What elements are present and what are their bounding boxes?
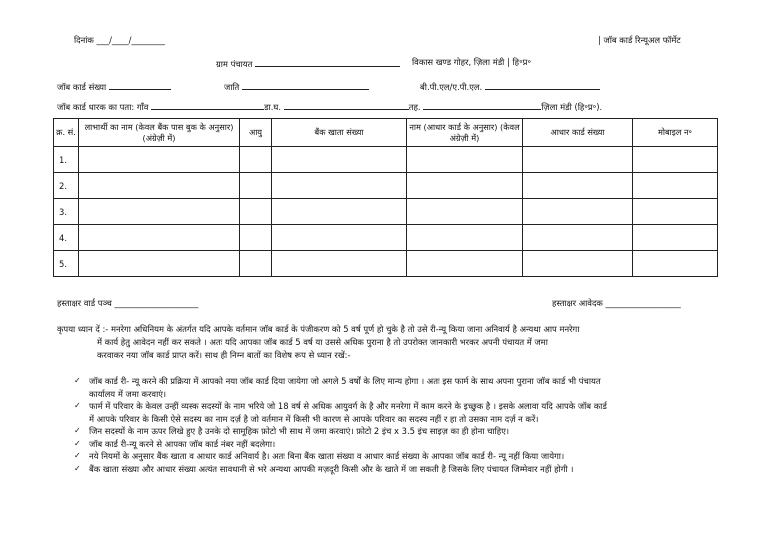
aadhaar-number-cell[interactable] — [523, 147, 633, 173]
beneficiary-table — [53, 118, 718, 277]
list-item — [74, 450, 728, 463]
check-icon: ✓ — [74, 376, 81, 385]
aadhaar-name-cell[interactable] — [407, 251, 523, 277]
point-text: जॉब कार्ड री-न्यू करने से आपका जॉब कार्ड नंबर नहीं बदलेगा। — [89, 438, 276, 449]
form-title: | जॉब कार्ड रिन्यूअल फॉर्मेट — [598, 35, 681, 45]
applicant-signature[interactable]: हस्ताक्षर आवेदक __________________ — [552, 298, 681, 308]
table-row — [54, 199, 718, 225]
aadhaar-number-cell[interactable] — [523, 225, 633, 251]
aadhaar-number-cell[interactable] — [523, 199, 633, 225]
bank-account-cell[interactable] — [272, 251, 407, 277]
village-input[interactable] — [151, 100, 264, 110]
mobile-cell[interactable] — [633, 251, 718, 277]
row-number: 3. — [54, 199, 79, 225]
beneficiary-name-cell[interactable] — [79, 225, 240, 251]
aadhaar-name-cell[interactable] — [407, 173, 523, 199]
important-note — [57, 323, 725, 362]
aadhaar-number-cell[interactable] — [523, 251, 633, 277]
check-icon: ✓ — [74, 438, 81, 448]
block-label: विकास खण्ड गोहर, ज़िला मंडी | हि॰प्र॰ — [412, 57, 532, 67]
row-number: 2. — [54, 173, 79, 199]
caste-label: जाति — [224, 80, 369, 93]
table-row — [54, 147, 718, 173]
beneficiary-name-cell[interactable] — [79, 147, 240, 173]
age-cell[interactable] — [240, 147, 272, 173]
note-line: कृपया ध्यान दें :- मनरेगा अधिनियम के अंतर्गत यदि आपके वर्तमान जॉब कार्ड के पंजीकरण को 5 वर्ष पूर्ण हो चुके है तो उसे री-न्यू किया जाना अनिवार्य है अन्यथा आप मनरेगा — [57, 324, 580, 334]
post-office-input[interactable] — [284, 100, 409, 110]
aadhaar-name-cell[interactable] — [407, 199, 523, 225]
bank-account-cell[interactable] — [272, 147, 407, 173]
point-text: में आपके परिवार के किसी ऐसे सदस्य का नाम दर्ज़ है जो वर्तमान में किसी भी कारण से आपके परिवार का सदस्य नहीं र हा तो उसका नाम दर्ज़ न करें। — [89, 413, 539, 424]
row-number: 1. — [54, 147, 79, 173]
age-cell[interactable] — [240, 173, 272, 199]
job-card-no-input[interactable] — [109, 80, 171, 90]
bank-account-cell[interactable] — [272, 173, 407, 199]
bpl-label: बी.पी.एल/ए.पी.एल. — [420, 80, 600, 93]
col-serial: क्र. सं. — [54, 119, 79, 147]
list-item — [74, 463, 728, 476]
point-text: बैंक खाता संख्या और आधार संख्या अत्यंत सावधानी से भरे अन्यथा आपकी मज़दूरी किसी और के खाते में जा सकती है जिसके लिए पंचायत जिम्मेवार नहीं होगी । — [89, 463, 574, 474]
list-item — [74, 400, 728, 425]
check-icon: ✓ — [74, 401, 81, 410]
aadhaar-name-cell[interactable] — [407, 225, 523, 251]
beneficiary-name-cell[interactable] — [79, 199, 240, 225]
gram-panchayat-label: ग्राम पंचायत — [216, 57, 400, 70]
table-row — [54, 251, 718, 277]
caste-input[interactable] — [242, 80, 369, 90]
mobile-cell[interactable] — [633, 147, 718, 173]
list-item — [74, 425, 728, 438]
point-text: नये नियमों के अनुसार बैंक खाता व आधार कार्ड अनिवार्य है। अतः बिना बैंक खाता संख्या व आधार कार्ड संख्या के आपका जॉब कार्ड री- न्यू नहीं किया जायेगा। — [89, 451, 565, 461]
check-icon: ✓ — [74, 426, 81, 435]
col-beneficiary-name: लाभार्थी का नाम (केवल बैंक पास बुक के अनुसार) (अंग्रेज़ी में) — [79, 119, 240, 147]
table-row — [54, 225, 718, 251]
point-text: फार्म में परिवार के केवल उन्हीं व्यस्क सदस्यों के नाम भरिये जो 18 वर्ष से अधिक आयुवर्ग के है और मनरेगा में काम करने के इच्छुक है । इसके अलावा यदि आपके जॉब कार्ड — [89, 401, 607, 411]
mobile-cell[interactable] — [633, 199, 718, 225]
col-age: आयु — [240, 119, 272, 147]
col-bank-account: बैंक खाता संख्या — [272, 119, 407, 147]
job-card-no-label: जॉब कार्ड संख्या — [57, 80, 171, 93]
age-cell[interactable] — [240, 225, 272, 251]
age-cell[interactable] — [240, 251, 272, 277]
aadhaar-name-cell[interactable] — [407, 147, 523, 173]
col-aadhaar-number: आधार कार्ड संख्या — [523, 119, 633, 147]
note-line: करवाकर नया जॉब कार्ड प्राप्त करें। साथ ही निम्न बातों का विशेष रूप से ध्यान रखें:- — [97, 350, 351, 360]
bpl-input[interactable] — [485, 80, 600, 90]
age-cell[interactable] — [240, 199, 272, 225]
row-number: 4. — [54, 225, 79, 251]
bank-account-cell[interactable] — [272, 199, 407, 225]
mobile-cell[interactable] — [633, 225, 718, 251]
address-row: जॉब कार्ड धारक का पता: गाँव डा.घ. तह. ज़िला मंडी (हि॰प्र॰). — [57, 102, 603, 112]
instruction-list — [74, 375, 728, 475]
tehsil-input[interactable] — [423, 100, 541, 110]
check-icon: ✓ — [74, 463, 81, 473]
col-aadhaar-name: नाम (आधार कार्ड के अनुसार) (केवल अंग्रेज़ी में) — [407, 119, 523, 147]
table-header-row — [54, 119, 718, 147]
point-text: कार्यालय में जमा करवाएं। — [89, 388, 167, 399]
check-icon: ✓ — [74, 451, 81, 460]
list-item — [74, 438, 728, 451]
mobile-cell[interactable] — [633, 173, 718, 199]
col-mobile: मोबाइल न॰ — [633, 119, 718, 147]
table-row — [54, 173, 718, 199]
point-text: जॉब कार्ड री- न्यू करने की प्रक्रिया में आपको नया जॉब कार्ड दिया जायेगा जो अगले 5 वर्षों के लिए मान्य होगा । अतः इस फार्म के साथ अपना पुराना जॉब कार्ड भी पंचायत — [89, 376, 601, 386]
note-line: में कार्य हेतु आवेदन नहीं कर सकते । अतः यदि आपका जॉब कार्ड 5 वर्ष या उससे अधिक पुराना है तो उपरोक्त जानकारी भरकर अपनी पंचायत में जमा — [97, 337, 548, 347]
aadhaar-number-cell[interactable] — [523, 173, 633, 199]
list-item — [74, 375, 728, 400]
beneficiary-name-cell[interactable] — [79, 251, 240, 277]
point-text: जिन सदस्यों के नाम ऊपर लिखे हुए है उनके दो सामूहिक फ़ोटो भी साथ में जमा करवाएं। फ़ोटो 2 इंच x 3.5 इंच साइज़ का ही होना चाहिए। — [89, 426, 510, 436]
row-number: 5. — [54, 251, 79, 277]
beneficiary-name-cell[interactable] — [79, 173, 240, 199]
date-field[interactable]: दिनांक ___/____/________ — [74, 35, 165, 45]
ward-member-signature[interactable]: हस्ताक्षर वार्ड पञ्च ____________________ — [57, 298, 199, 308]
bank-account-cell[interactable] — [272, 225, 407, 251]
gram-panchayat-input[interactable] — [255, 57, 400, 67]
